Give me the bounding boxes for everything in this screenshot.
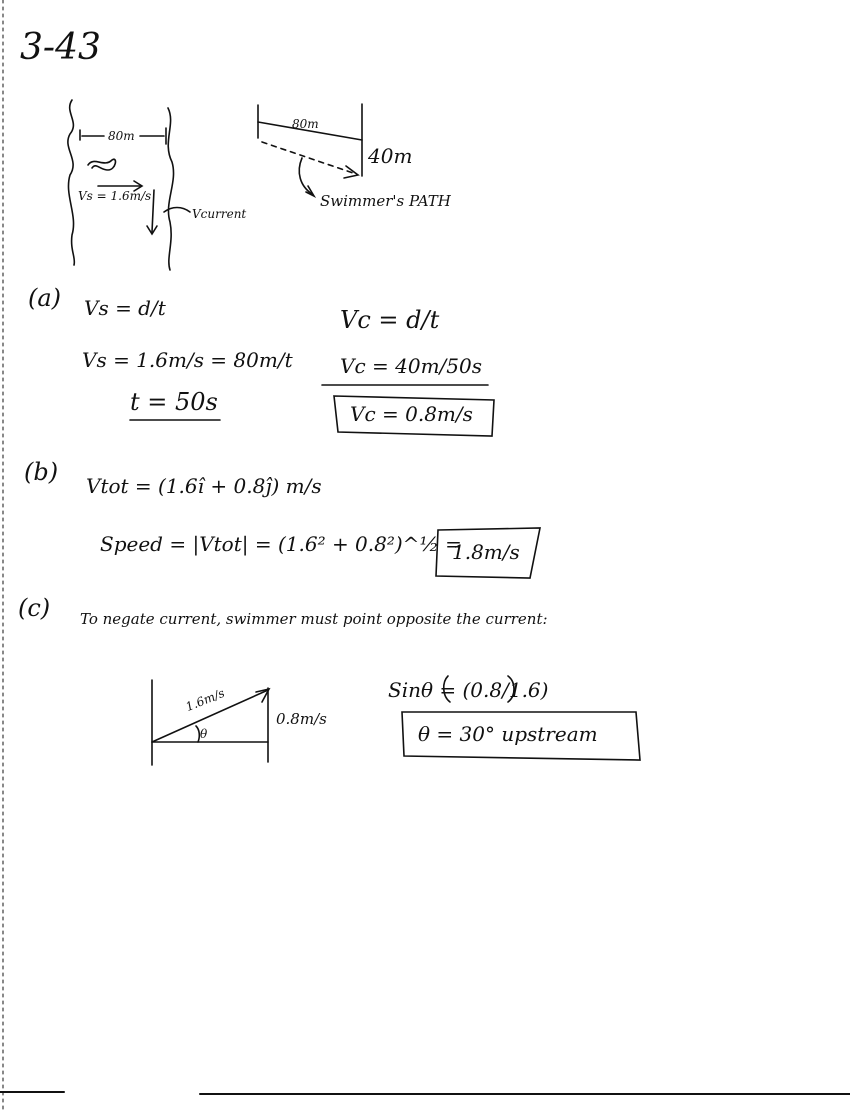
path-drift-label: 40m bbox=[368, 144, 413, 168]
swimmer-path-label: Swimmer's PATH bbox=[320, 192, 451, 210]
part-b-eq1: Vtot = (1.6î + 0.8ĵ) m/s bbox=[86, 474, 322, 498]
river-width-label: 80m bbox=[108, 129, 135, 143]
part-c-angle-result: θ = 30° upstream bbox=[418, 722, 598, 746]
river-left-bank bbox=[68, 100, 75, 265]
part-a-current-result: Vc = 0.8m/s bbox=[350, 402, 473, 426]
part-c-angle-label: θ bbox=[200, 727, 208, 741]
part-c-statement: To negate current, swimmer must point opposite the current: bbox=[80, 610, 548, 628]
part-a-eq3: Vc = d/t bbox=[340, 306, 440, 334]
current-label: Vcurrent bbox=[192, 207, 247, 221]
part-b-label: (b) bbox=[24, 458, 59, 486]
part-b-result: 1.8m/s bbox=[452, 540, 520, 564]
part-c-label: (c) bbox=[18, 594, 51, 622]
part-c-hyp-label: 1.6m/s bbox=[183, 685, 227, 715]
part-a-time-result: t = 50s bbox=[130, 388, 218, 416]
swimmer-velocity-label: Vs = 1.6m/s bbox=[78, 189, 152, 203]
part-a-label: (a) bbox=[28, 284, 62, 312]
river-right-bank bbox=[168, 108, 174, 270]
problem-number: 3-43 bbox=[20, 27, 101, 68]
part-a-eq2: Vs = 1.6m/s = 80m/t bbox=[82, 348, 293, 372]
path-width-label: 80m bbox=[292, 117, 319, 131]
part-a-eq4: Vc = 40m/50s bbox=[340, 354, 482, 378]
part-a-eq1: Vs = d/t bbox=[84, 296, 166, 320]
part-b-eq2: Speed = |Vtot| = (1.6² + 0.8²)^½ = bbox=[100, 532, 462, 556]
part-c-side-label: 0.8m/s bbox=[276, 710, 327, 728]
part-c-sine-eq: Sinθ = (0.8/1.6) bbox=[388, 678, 549, 702]
